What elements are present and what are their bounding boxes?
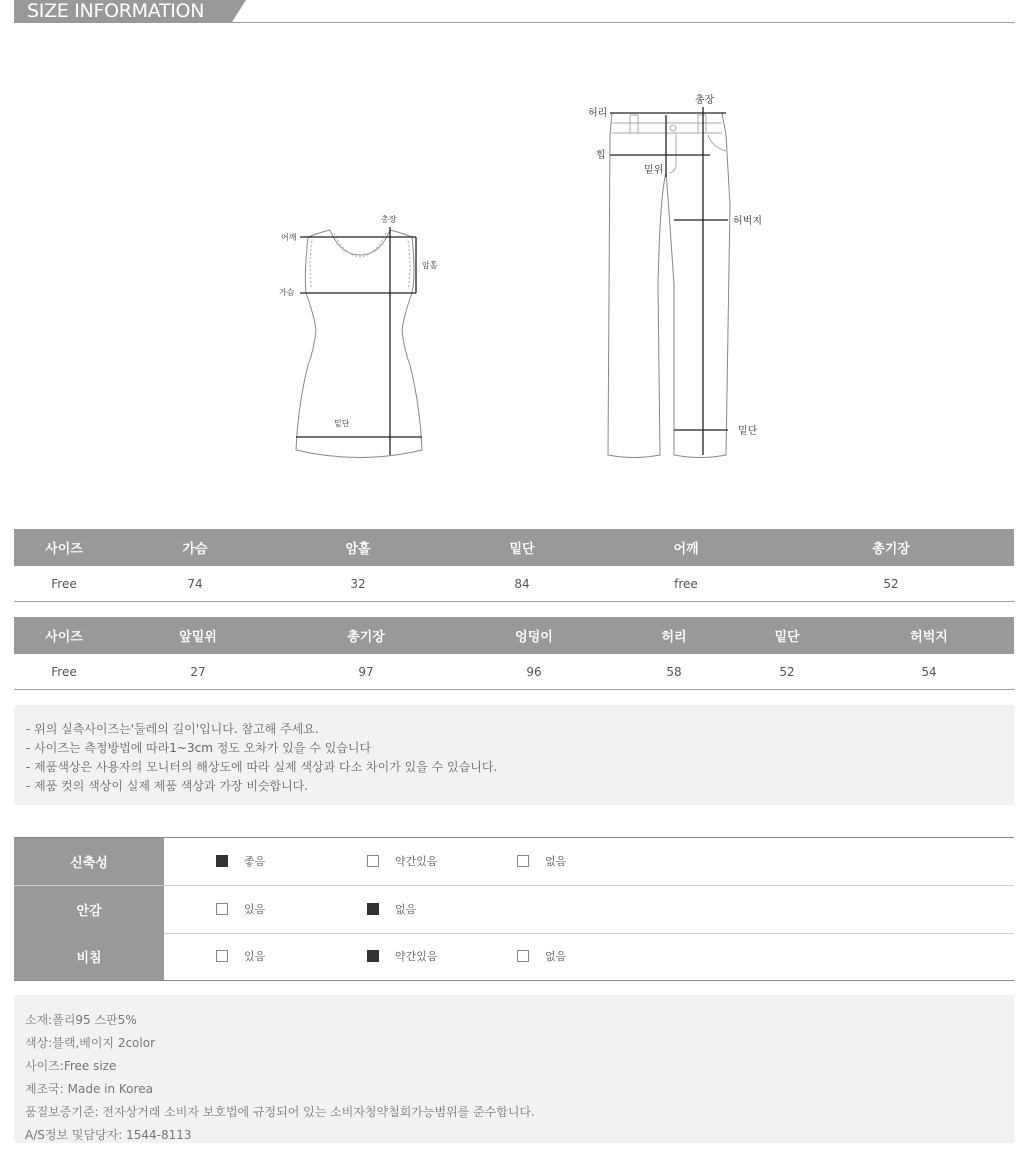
attribute-row-stretch [14, 838, 1014, 886]
table-row [14, 654, 1014, 690]
pants-label-length: 총장 [695, 95, 715, 106]
table-cell: 52 [730, 654, 844, 690]
attribute-row-lining [14, 886, 1014, 934]
option-label: 있음 [244, 903, 266, 916]
table-header: 밑단 [730, 617, 844, 654]
table-row [14, 566, 1014, 602]
table-cell: 97 [282, 654, 450, 690]
pants-label-hip: 힙 [596, 150, 606, 161]
table-cell: Free [14, 654, 114, 690]
table-header: 밑단 [440, 529, 604, 566]
table-cell: free [604, 566, 768, 602]
attribute-label: 안감 [14, 886, 164, 933]
table-cell: 27 [114, 654, 282, 690]
option-yes [216, 902, 265, 916]
option-none [517, 949, 566, 963]
checkbox-unchecked [517, 950, 529, 962]
table-cell: 32 [276, 566, 440, 602]
pants-size-table [14, 617, 1014, 690]
table-cell: 58 [618, 654, 730, 690]
checkbox-checked [216, 855, 228, 867]
info-color: 색상:블랙,베이지 2color [25, 1036, 156, 1050]
top-label-hem: 밑단 [334, 419, 350, 428]
option-no [367, 902, 416, 916]
table-cell: 74 [114, 566, 276, 602]
table-header: 총기장 [768, 529, 1014, 566]
table-header: 허리 [618, 617, 730, 654]
table-header: 앞밑위 [114, 617, 282, 654]
table-header: 허벅지 [844, 617, 1014, 654]
title-tab-corner [232, 0, 246, 22]
table-cell: 84 [440, 566, 604, 602]
option-label: 약간있음 [395, 950, 438, 963]
attribute-row-sheerness [14, 933, 1014, 981]
note-line: - 제품 컷의 색상이 실제 제품 색상과 가장 비슷합니다. [26, 779, 309, 793]
option-label: 없음 [545, 855, 567, 868]
table-header-row [14, 617, 1014, 654]
attribute-label: 비침 [14, 933, 164, 980]
option-label: 약간있음 [395, 855, 438, 868]
note-line: - 제품색상은 사용자의 모니터의 해상도에 따라 실제 색상과 다소 차이가 있을 수 있습니다. [26, 760, 498, 774]
table-header: 사이즈 [14, 529, 114, 566]
top-size-table [14, 529, 1014, 602]
pants-diagram [580, 85, 780, 465]
option-label: 좋음 [244, 855, 266, 868]
pants-label-thigh: 허벅지 [733, 216, 762, 227]
section-title-bar [14, 0, 1014, 23]
attribute-label: 신축성 [14, 838, 164, 885]
product-info [14, 995, 1014, 1143]
checkbox-unchecked [367, 855, 379, 867]
checkbox-checked [367, 903, 379, 915]
checkbox-unchecked [216, 903, 228, 915]
option-slight [367, 949, 438, 963]
checkbox-checked [367, 950, 379, 962]
table-cell: 54 [844, 654, 1014, 690]
table-header: 암홀 [276, 529, 440, 566]
table-header: 어깨 [604, 529, 768, 566]
info-warranty: 품질보증기준: 전자상거래 소비자 보호법에 규정되어 있는 소비자청약철회가능범위를 준수합니다. [25, 1105, 535, 1119]
pants-label-waist: 허리 [588, 108, 608, 119]
option-yes [216, 949, 265, 963]
option-label: 있음 [244, 950, 266, 963]
top-label-length: 총장 [381, 215, 397, 224]
table-header: 엉덩이 [450, 617, 618, 654]
table-header: 사이즈 [14, 617, 114, 654]
table-header: 가슴 [114, 529, 276, 566]
top-label-shoulder: 어깨 [281, 233, 297, 242]
top-garment-diagram [270, 205, 450, 465]
option-label: 없음 [395, 903, 417, 916]
info-origin: 제조국: Made in Korea [25, 1082, 153, 1096]
section-title: SIZE INFORMATION [27, 0, 205, 22]
table-header-row [14, 529, 1014, 566]
note-line: - 사이즈는 측정방법에 따라1~3cm 정도 오차가 있을 수 있습니다 [26, 741, 372, 755]
table-cell: Free [14, 566, 114, 602]
table-cell: 52 [768, 566, 1014, 602]
fabric-attributes-table [14, 837, 1014, 981]
note-line: - 위의 실측사이즈는'둘레의 길이'입니다. 참고해 주세요. [26, 722, 319, 736]
pants-label-rise: 밑위 [644, 165, 664, 176]
top-label-armhole: 암홀 [422, 261, 438, 270]
option-slight [367, 854, 438, 868]
option-label: 없음 [545, 950, 567, 963]
top-label-chest: 가슴 [279, 288, 295, 297]
info-size: 사이즈:Free size [25, 1059, 117, 1073]
table-header: 총기장 [282, 617, 450, 654]
info-material: 소재:폴리95 스판5% [25, 1013, 137, 1027]
pants-label-hem: 밑단 [738, 426, 758, 437]
option-good [216, 854, 265, 868]
size-notes [14, 705, 1014, 805]
option-none [517, 854, 566, 868]
checkbox-unchecked [517, 855, 529, 867]
table-cell: 96 [450, 654, 618, 690]
checkbox-unchecked [216, 950, 228, 962]
info-as-contact: A/S정보 및담당자: 1544-8113 [25, 1128, 192, 1142]
